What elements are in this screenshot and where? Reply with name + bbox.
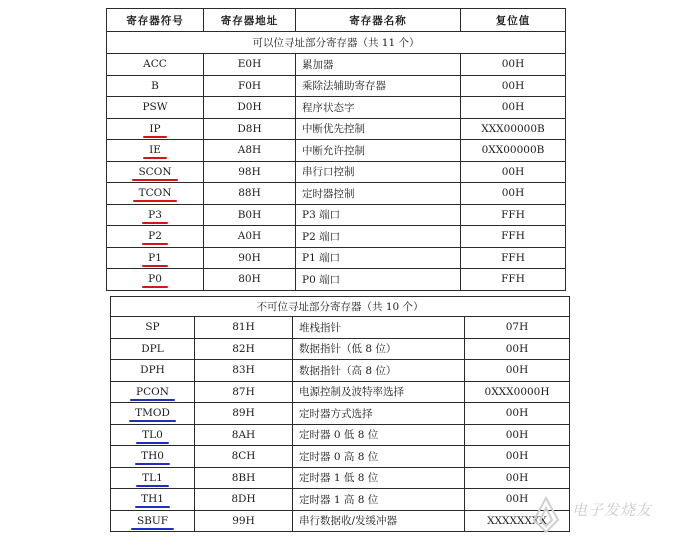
register-address: A0H xyxy=(204,226,296,248)
register-name: 串行数据收/发缓冲器 xyxy=(293,510,465,532)
table-row xyxy=(111,467,570,489)
register-symbol: P3 xyxy=(148,208,162,221)
table-row xyxy=(107,204,566,226)
register-address: D0H xyxy=(204,97,296,119)
register-reset-value: XXXXXXXX xyxy=(465,510,570,532)
register-symbol-cell xyxy=(107,183,204,205)
section-row xyxy=(111,297,570,317)
section-row xyxy=(107,32,566,54)
register-address: 8CH xyxy=(195,446,293,468)
register-symbol: IE xyxy=(149,144,161,157)
register-symbol: TH1 xyxy=(141,493,164,506)
register-reset-value: 07H xyxy=(465,317,570,339)
register-name: 电源控制及波特率选择 xyxy=(293,381,465,403)
register-symbol-cell xyxy=(107,97,204,119)
register-name: 定时器控制 xyxy=(296,183,461,205)
register-symbol-cell xyxy=(107,269,204,291)
table-row xyxy=(111,360,570,382)
register-name: 数据指针（低 8 位） xyxy=(293,338,465,360)
register-name: P0 端口 xyxy=(296,269,461,291)
register-symbol-cell xyxy=(111,467,195,489)
register-address: 99H xyxy=(195,510,293,532)
register-reset-value: 0XX00000B xyxy=(461,140,566,162)
register-symbol-cell xyxy=(107,161,204,183)
register-symbol: SP xyxy=(145,321,160,334)
register-reset-value: FFH xyxy=(461,269,566,291)
register-name: 定时器 1 低 8 位 xyxy=(293,467,465,489)
table-row xyxy=(111,317,570,339)
register-symbol: SCON xyxy=(138,165,172,178)
table-row xyxy=(111,338,570,360)
register-symbol: B xyxy=(151,79,159,92)
register-symbol-cell xyxy=(111,424,195,446)
register-address: 80H xyxy=(204,269,296,291)
register-name: 累加器 xyxy=(296,54,461,76)
table-header-row xyxy=(107,9,566,32)
register-symbol-cell xyxy=(107,75,204,97)
register-name: P3 端口 xyxy=(296,204,461,226)
register-reset-value: 00H xyxy=(461,183,566,205)
register-symbol: TL0 xyxy=(142,428,163,441)
table-row xyxy=(107,140,566,162)
watermark-text: 电子发烧友 xyxy=(572,501,653,519)
table-row xyxy=(107,247,566,269)
register-symbol-cell xyxy=(111,510,195,532)
section-title: 不可位寻址部分寄存器（共 10 个） xyxy=(111,297,570,317)
register-reset-value: 00H xyxy=(465,338,570,360)
register-symbol-cell xyxy=(111,317,195,339)
register-address: 87H xyxy=(195,381,293,403)
register-reset-value: 00H xyxy=(465,424,570,446)
bottom-table-body xyxy=(111,317,570,532)
register-address: 98H xyxy=(204,161,296,183)
register-symbol: P1 xyxy=(148,251,162,264)
register-name: 乘除法辅助寄存器 xyxy=(296,75,461,97)
register-address: 82H xyxy=(195,338,293,360)
register-symbol: IP xyxy=(149,122,161,135)
table-row xyxy=(107,54,566,76)
table-row xyxy=(107,226,566,248)
table-row xyxy=(111,446,570,468)
table-row xyxy=(111,381,570,403)
register-address: D8H xyxy=(204,118,296,140)
header-name: 寄存器名称 xyxy=(296,9,461,32)
register-name: 堆栈指针 xyxy=(293,317,465,339)
register-reset-value: 00H xyxy=(465,360,570,382)
register-symbol: TL1 xyxy=(142,471,163,484)
register-reset-value: 00H xyxy=(465,467,570,489)
register-address: 90H xyxy=(204,247,296,269)
table-row xyxy=(107,75,566,97)
register-symbol: TH0 xyxy=(141,450,164,463)
header-address: 寄存器地址 xyxy=(204,9,296,32)
register-symbol: DPL xyxy=(141,342,164,355)
register-name: 定时器 0 高 8 位 xyxy=(293,446,465,468)
register-symbol-cell xyxy=(111,381,195,403)
register-name: P2 端口 xyxy=(296,226,461,248)
register-address: 8BH xyxy=(195,467,293,489)
register-reset-value: FFH xyxy=(461,226,566,248)
register-address: 81H xyxy=(195,317,293,339)
register-reset-value: 0XXX0000H xyxy=(465,381,570,403)
register-reset-value: 00H xyxy=(461,54,566,76)
register-reset-value: 00H xyxy=(461,161,566,183)
register-address: 8AH xyxy=(195,424,293,446)
register-symbol: P2 xyxy=(148,230,162,243)
register-symbol: TMOD xyxy=(135,407,170,420)
register-symbol-cell xyxy=(111,446,195,468)
register-symbol-cell xyxy=(107,226,204,248)
register-reset-value: FFH xyxy=(461,204,566,226)
table-row xyxy=(107,118,566,140)
register-name: 定时器方式选择 xyxy=(293,403,465,425)
table-row xyxy=(107,269,566,291)
register-symbol-cell xyxy=(107,140,204,162)
register-address: B0H xyxy=(204,204,296,226)
register-symbol-cell xyxy=(107,247,204,269)
table-row xyxy=(111,424,570,446)
register-reset-value: 00H xyxy=(461,75,566,97)
header-reset-value: 复位值 xyxy=(461,9,566,32)
register-symbol: SBUF xyxy=(136,514,169,527)
register-address: 8DH xyxy=(195,489,293,511)
register-reset-value: XXX00000B xyxy=(461,118,566,140)
register-symbol-cell xyxy=(111,338,195,360)
register-name: 定时器 0 低 8 位 xyxy=(293,424,465,446)
register-symbol-cell xyxy=(111,403,195,425)
register-symbol-cell xyxy=(107,54,204,76)
register-symbol-cell xyxy=(111,489,195,511)
register-address: A8H xyxy=(204,140,296,162)
register-name: 定时器 1 高 8 位 xyxy=(293,489,465,511)
register-address: E0H xyxy=(204,54,296,76)
section-title: 可以位寻址部分寄存器（共 11 个） xyxy=(107,32,566,54)
register-symbol: PCON xyxy=(136,385,169,398)
register-symbol: PSW xyxy=(142,101,168,114)
register-symbol-cell xyxy=(111,360,195,382)
bit-addressable-register-table xyxy=(106,8,566,291)
register-name: 数据指针（高 8 位） xyxy=(293,360,465,382)
table-row xyxy=(107,183,566,205)
register-symbol-cell xyxy=(107,118,204,140)
register-reset-value: 00H xyxy=(465,489,570,511)
register-symbol: ACC xyxy=(143,58,167,71)
table-row xyxy=(107,161,566,183)
table-row xyxy=(111,403,570,425)
register-symbol: TCON xyxy=(138,187,172,200)
register-reset-value: 00H xyxy=(465,446,570,468)
register-address: 88H xyxy=(204,183,296,205)
table-row xyxy=(111,510,570,532)
table-row xyxy=(107,97,566,119)
register-name: 中断优先控制 xyxy=(296,118,461,140)
register-address: 89H xyxy=(195,403,293,425)
header-symbol: 寄存器符号 xyxy=(107,9,204,32)
top-table-body xyxy=(107,54,566,291)
register-reset-value: 00H xyxy=(461,97,566,119)
non-bit-addressable-register-table xyxy=(110,296,570,532)
register-name: 串行口控制 xyxy=(296,161,461,183)
register-name: 中断允许控制 xyxy=(296,140,461,162)
table-row xyxy=(111,489,570,511)
register-symbol: P0 xyxy=(148,273,162,286)
register-name: P1 端口 xyxy=(296,247,461,269)
register-symbol-cell xyxy=(107,204,204,226)
register-address: F0H xyxy=(204,75,296,97)
register-reset-value: 00H xyxy=(465,403,570,425)
register-symbol: DPH xyxy=(140,364,165,377)
register-name: 程序状态字 xyxy=(296,97,461,119)
register-address: 83H xyxy=(195,360,293,382)
register-reset-value: FFH xyxy=(461,247,566,269)
